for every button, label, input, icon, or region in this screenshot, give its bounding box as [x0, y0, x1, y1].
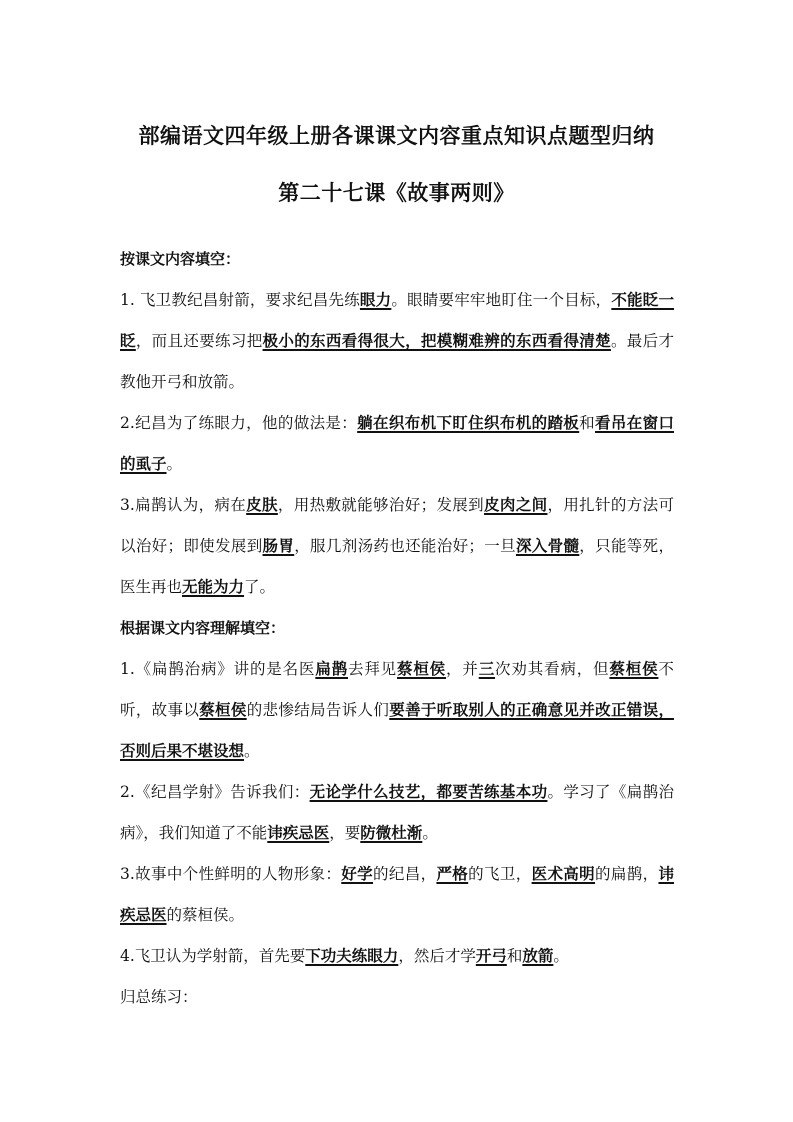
question-text: 的扁鹊，	[595, 865, 659, 883]
question-text: 的悲惨结局告诉人们	[246, 701, 390, 719]
question-paragraph	[120, 649, 674, 772]
question-text: ，而且还要练习把	[135, 332, 263, 350]
question-paragraph	[120, 280, 674, 403]
question-text: 。	[166, 455, 183, 473]
question-text: ，服几剂汤药也还能治好；一旦	[294, 537, 516, 555]
question-text: 3.故事中个性鲜明的人物形象：	[120, 865, 342, 883]
answer-text: 好学	[341, 865, 373, 883]
question-text: 。最后才教他开弓和放箭。	[120, 332, 674, 391]
question-text: ，用扎针的方法可以治好；即使发展到	[120, 496, 674, 555]
question-text: 和	[579, 414, 596, 432]
question-text: 的纪昌，	[373, 865, 437, 883]
answer-text: 医术高明	[531, 865, 596, 883]
section-heading-comprehension: 根据课文内容理解填空：	[120, 619, 286, 637]
question-text: 。学习了《扁鹊治病》，我们知道了不能	[120, 783, 674, 842]
answer-text: 皮肉之间	[484, 496, 548, 514]
question-paragraph	[120, 854, 674, 936]
question-text: 的飞卫，	[468, 865, 532, 883]
question-text: 4.飞卫认为学射箭，首先要	[120, 947, 306, 965]
answer-text: 讳疾忌医	[267, 824, 330, 842]
answer-text: 极小的东西看得很大，把模糊难辨的东西看得清楚	[262, 332, 611, 350]
answer-text: 深入骨髓	[515, 537, 580, 555]
answer-text: 下功夫练眼力	[305, 947, 399, 965]
question-text: ，并	[446, 660, 479, 678]
question-text: 去拜见	[348, 660, 398, 678]
question-text: ，然后才学	[398, 947, 476, 965]
question-text: ，只能等死，医生再也	[120, 537, 674, 596]
answer-text: 开弓	[475, 947, 507, 965]
answer-text: 三	[478, 660, 496, 678]
answer-text: 无能为力	[182, 578, 245, 596]
question-text: 不听，故事以	[120, 660, 674, 719]
question-paragraph	[120, 485, 674, 608]
answer-text: 躺在织布机下盯住织布机的踏板	[357, 414, 580, 432]
question-text: 。	[244, 742, 260, 760]
question-text: 次劝其看病，但	[495, 660, 610, 678]
question-text: 3.扁鹊认为，病在	[120, 496, 247, 514]
answer-text: 无论学什么技艺，都要苦练基本功	[309, 783, 548, 801]
question-text: 2.纪昌为了练眼力，他的做法是：	[120, 414, 358, 432]
lesson-subtitle: 第二十七课《故事两则》	[278, 181, 515, 205]
answer-text: 蔡桓侯	[397, 660, 447, 678]
question-text: 的蔡桓侯。	[166, 906, 245, 924]
document-body	[120, 239, 674, 1018]
question-paragraph	[120, 936, 674, 977]
section-heading-fill-by-text: 按课文内容填空：	[120, 250, 241, 268]
answer-text: 防微杜渐	[360, 824, 423, 842]
answer-text: 蔡桓侯	[609, 660, 659, 678]
question-text: 。	[422, 824, 438, 842]
page-title: 部编语文四年级上册各课课文内容重点知识点题型归纳	[138, 124, 655, 148]
answer-text: 扁鹊	[315, 660, 348, 678]
answer-text: 不能眨一眨	[120, 291, 674, 350]
answer-text: 皮肤	[246, 496, 278, 514]
answer-text: 蔡桓侯	[199, 701, 247, 719]
question-paragraph	[120, 772, 674, 854]
question-text: 。眼睛要牢牢地盯住一个目标，	[391, 291, 612, 309]
answer-text: 要善于听取别人的正确意见并改正错误，否则后果不堪设想	[120, 701, 674, 760]
question-text: ，要	[329, 824, 361, 842]
answer-text: 放箭	[522, 947, 554, 965]
answer-text: 眼力	[359, 291, 392, 309]
section-heading-summary: 归总练习：	[120, 988, 198, 1006]
question-text: 2.《纪昌学射》告诉我们：	[120, 783, 310, 801]
question-text: 了。	[244, 578, 276, 596]
answer-text: 严格	[436, 865, 469, 883]
question-text: 和	[506, 947, 523, 965]
question-text: 1. 飞卫教纪昌射箭，要求纪昌先练	[120, 291, 360, 309]
answer-text: 肠胃	[262, 537, 295, 555]
answer-text: 讳疾忌医	[120, 865, 674, 924]
question-text: ，用热敷就能够治好；发展到	[277, 496, 485, 514]
answer-text: 看吊在窗口的虱子	[120, 414, 674, 473]
question-paragraph	[120, 403, 674, 485]
question-text: 。	[553, 947, 569, 965]
question-text: 1.《扁鹊治病》讲的是名医	[120, 660, 316, 678]
